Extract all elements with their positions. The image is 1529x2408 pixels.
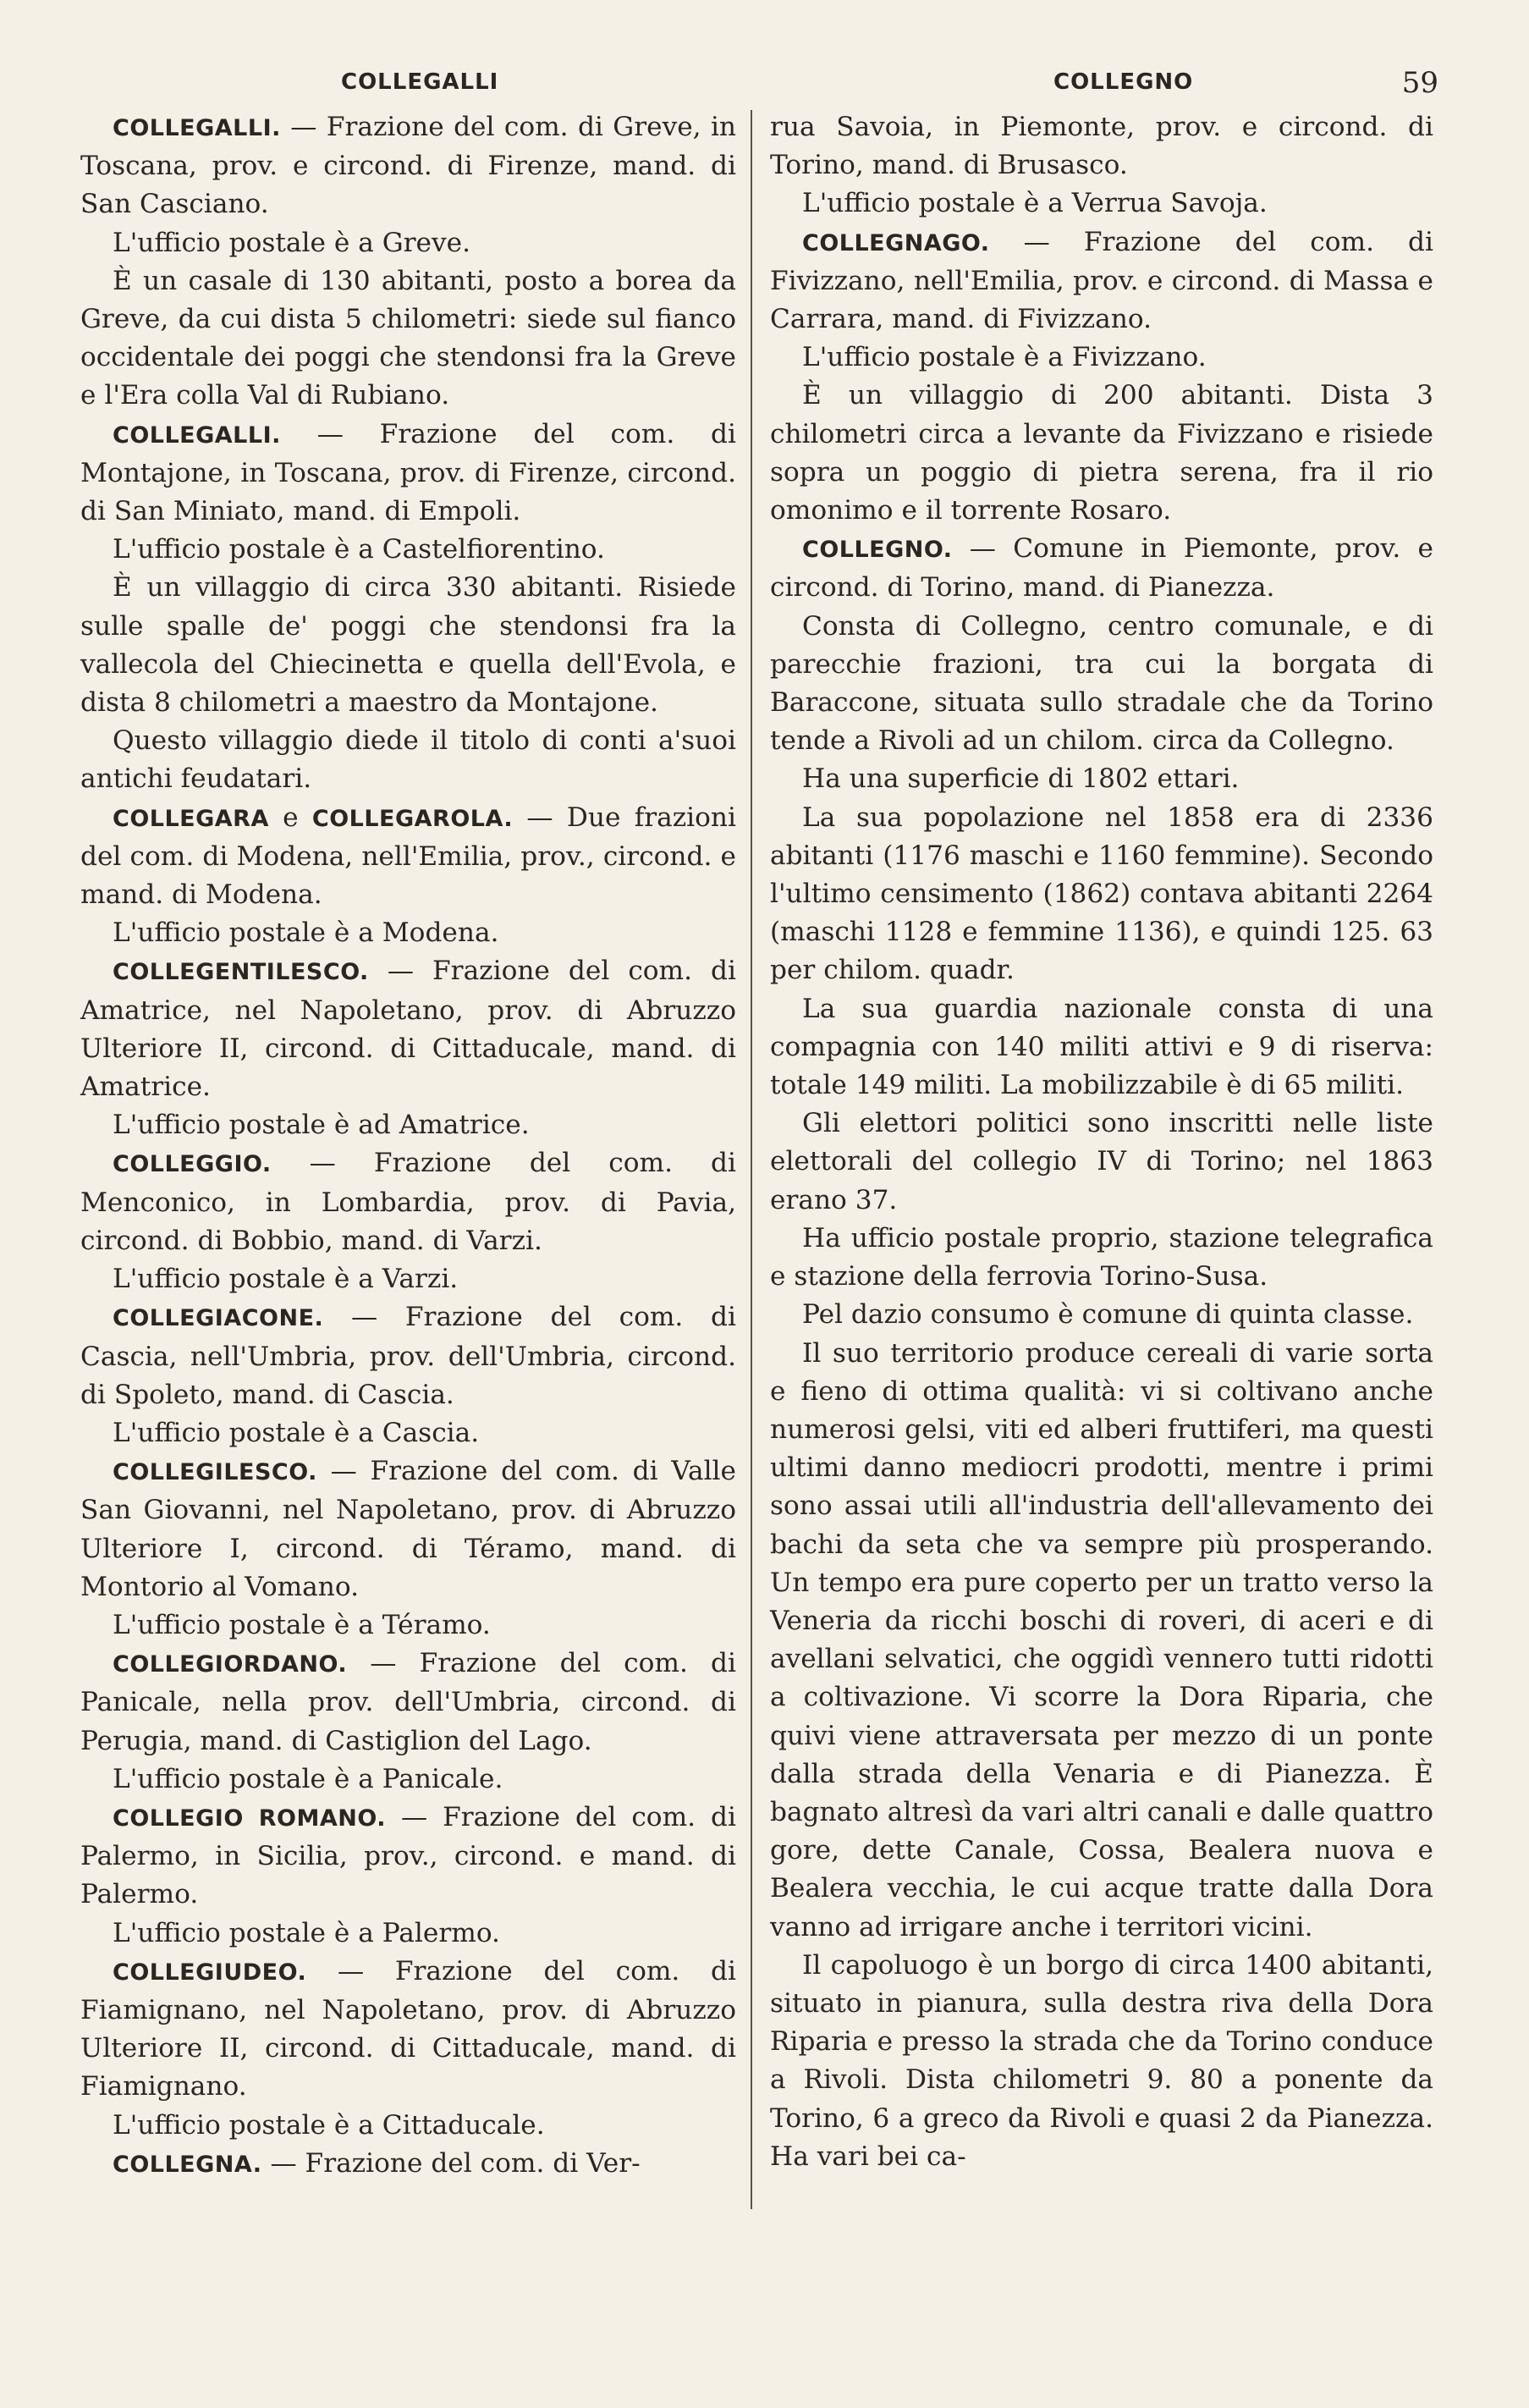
entry-text: È un villaggio di 200 abitanti. Dista 3 chilometri circa a levante da Fivizzano e risiede sopra un poggio di pietra serena, fra il rio omonimo e il torrente Rosaro. — [770, 380, 1433, 526]
text-paragraph — [770, 339, 1433, 377]
page-number: 59 — [1401, 66, 1438, 100]
entry-text: Ha ufficio postale proprio, stazione telegrafica e stazione della ferrovia Torino-Susa. — [770, 1222, 1433, 1292]
entry-text: L'ufficio postale è a Varzi. — [113, 1264, 459, 1295]
text-paragraph — [770, 108, 1433, 185]
text-paragraph — [80, 1606, 736, 1645]
entry-text: L'ufficio postale è ad Amatrice. — [113, 1110, 530, 1141]
entry-headword: COLLEGARA — [113, 805, 269, 832]
entry-text: — Frazione del com. di Panicale, nella prov. dell'Umbria, circond. di Perugia, mand. di Castiglion del Lago. — [80, 1648, 736, 1756]
entry-text: È un villaggio di circa 330 abitanti. Risiede sulle spalle de' poggi che stendonsi fra la vallecola del Chiecinetta e quella dell'Evola, e dista 8 chilometri a maestro da Montajone. — [80, 572, 736, 719]
entry-text: L'ufficio postale è a Téramo. — [113, 1609, 491, 1640]
entry-paragraph — [80, 799, 736, 915]
text-paragraph — [770, 377, 1433, 530]
entry-text: L'ufficio postale è a Greve. — [113, 227, 470, 258]
entry-paragraph — [770, 530, 1433, 607]
entry-text: L'ufficio postale è a Panicale. — [113, 1763, 503, 1794]
entry-text: La sua popolazione nel 1858 era di 2336 abitanti (1176 maschi e 1160 femmine). Secondo l'ultimo censimento (1862) contava abitanti 2264 (maschi 1128 e femmine 1136), e quindi 125. 63 per chilom. quadr. — [770, 802, 1433, 986]
entry-text: La sua guardia nazionale consta di una compagnia con 140 militi attivi e 9 di riserva: totale 149 militi. La mobilizzabile è di 65 militi. — [770, 993, 1433, 1101]
entry-text: — Comune in Piemonte, prov. e circond. di Torino, mand. di Pianezza. — [770, 533, 1433, 603]
entry-paragraph — [80, 1298, 736, 1414]
entry-paragraph — [80, 1953, 736, 2107]
running-head-left: COLLEGALLI — [341, 69, 499, 95]
entry-text: Consta di Collegno, centro comunale, e di parecchie frazioni, tra cui la borgata di Baraccone, situata sullo stradale che da Torino tende a Rivoli ad un chilom. circa da Collegno. — [770, 610, 1433, 757]
text-paragraph — [770, 608, 1433, 761]
text-paragraph — [80, 1106, 736, 1144]
entry-text: L'ufficio postale è a Fivizzano. — [802, 342, 1207, 373]
text-paragraph — [770, 990, 1433, 1105]
entry-text: — Frazione del com. di Palermo, in Sicilia, prov., circond. e mand. di Palermo. — [80, 1801, 736, 1910]
running-head-right: COLLEGNO — [1053, 69, 1194, 95]
text-paragraph — [770, 1335, 1433, 1947]
entry-text: L'ufficio postale è a Cittaducale. — [113, 2109, 545, 2141]
entry-paragraph — [80, 1799, 736, 1915]
entry-text: L'ufficio postale è a Modena. — [113, 917, 499, 949]
entry-paragraph — [80, 416, 736, 532]
right-column — [770, 108, 1433, 2176]
text-paragraph — [770, 1105, 1433, 1220]
entry-text: rua Savoia, in Piemonte, prov. e circond. di Torino, mand. di Brusasco. — [770, 112, 1433, 181]
text-paragraph — [80, 1414, 736, 1452]
text-paragraph — [770, 185, 1433, 223]
text-paragraph — [80, 1915, 736, 1953]
entry-paragraph — [80, 1645, 736, 1761]
entry-headword: COLLEGNAGO. — [802, 229, 990, 256]
entry-headword: COLLEGIUDEO. — [113, 1959, 307, 1986]
column-divider — [751, 110, 752, 2209]
entry-headword: COLLEGIO ROMANO. — [113, 1805, 386, 1832]
entry-paragraph — [80, 1144, 736, 1260]
entry-text: Pel dazio consumo è comune di quinta classe. — [802, 1299, 1414, 1331]
text-paragraph — [80, 722, 736, 798]
entry-headword: COLLEGALLI. — [113, 115, 281, 141]
text-paragraph — [770, 760, 1433, 798]
text-paragraph — [80, 262, 736, 416]
entry-headword: COLLEGNA. — [113, 2151, 262, 2178]
entry-text: — Frazione del com. di Fivizzano, nell'Emilia, prov. e circond. di Massa e Carrara, mand. di Fivizzano. — [770, 226, 1433, 335]
text-paragraph — [80, 1761, 736, 1799]
entry-text: L'ufficio postale è a Castelfiorentino. — [113, 534, 605, 565]
entry-headword: COLLEGALLI. — [113, 422, 281, 449]
entry-text: È un casale di 130 abitanti, posto a borea da Greve, da cui dista 5 chilometri: siede sul fianco occidentale dei poggi che stendonsi fra la Greve e l'Era colla Val di Rubiano. — [80, 265, 736, 411]
entry-text: — Frazione del com. di Menconico, in Lombardia, prov. di Pavia, circond. di Bobbio, mand. di Varzi. — [80, 1148, 736, 1256]
left-column — [80, 108, 736, 2184]
entry-text: Il suo territorio produce cereali di varie sorta e fieno di ottima qualità: vi si coltivano anche numerosi gelsi, viti ed alberi fruttiferi, ma questi ultimi danno mediocri prodotti, mentre i primi sono assai utili all'industria dell'allevamento dei bachi da seta che va sempre più prosperando. Un tempo era pure coperto per un tratto verso la Veneria da ricchi boschi di roveri, di aceri e di avellani selvatici, che oggidì vennero tutti ridotti a coltivazione. Vi scorre la Dora Riparia, che quivi viene attraversata per mezzo di un ponte dalla strada della Venaria e di Pianezza. È bagnato altresì da vari altri canali e dalle quattro gore, dette Canale, Cossa, Bealera nuova e Bealera vecchia, le cui acque tratte dalla Dora vanno ad irrigare anche i territori vicini. — [770, 1337, 1433, 1942]
text-paragraph — [80, 914, 736, 952]
entry-text: — Due frazioni del com. di Modena, nell'Emilia, prov., circond. e mand. di Modena. — [80, 802, 736, 911]
entry-headword: COLLEGAROLA. — [311, 805, 514, 832]
text-paragraph — [770, 1947, 1433, 2176]
entry-text: Gli elettori politici sono inscritti nelle liste elettorali del collegio IV di Torino; nel 1863 erano 37. — [770, 1108, 1433, 1215]
entry-paragraph — [80, 2145, 736, 2184]
text-paragraph — [80, 569, 736, 722]
entry-headword: COLLEGNO. — [802, 537, 953, 564]
entry-text: L'ufficio postale è a Palermo. — [113, 1917, 500, 1948]
text-paragraph — [80, 1260, 736, 1298]
entry-text: — Frazione del com. di Montajone, in Toscana, prov. di Firenze, circond. di San Miniato, mand. di Empoli. — [80, 418, 736, 527]
entry-paragraph — [80, 1452, 736, 1606]
entry-text: L'ufficio postale è a Cascia. — [113, 1417, 480, 1448]
text-paragraph — [80, 531, 736, 569]
entry-paragraph — [80, 108, 736, 224]
entry-text: — Frazione del com. di Amatrice, nel Napoletano, prov. di Abruzzo Ulteriore II, circond. di Cittaducale, mand. di Amatrice. — [80, 956, 736, 1103]
entry-headword: COLLEGGIO. — [113, 1151, 272, 1178]
entry-headword: COLLEGILESCO. — [113, 1459, 317, 1486]
entry-text: e — [268, 802, 312, 833]
text-paragraph — [80, 224, 736, 262]
entry-headword: COLLEGENTILESCO. — [113, 959, 369, 986]
entry-headword: COLLEGIORDANO. — [113, 1651, 348, 1678]
entry-text: — Frazione del com. di Ver- — [261, 2147, 641, 2179]
text-paragraph — [770, 1220, 1433, 1296]
entry-paragraph — [770, 223, 1433, 339]
entry-text: Ha una superficie di 1802 ettari. — [802, 763, 1240, 795]
entry-text: — Frazione del com. di Cascia, nell'Umbria, prov. dell'Umbria, circond. di Spoleto, mand. di Cascia. — [80, 1302, 736, 1410]
entry-paragraph — [80, 952, 736, 1106]
entry-text: L'ufficio postale è a Verrua Savoja. — [802, 188, 1268, 219]
entry-text: Questo villaggio diede il titolo di conti a'suoi antichi feudatari. — [80, 725, 736, 795]
entry-text: — Frazione del com. di Fiamignano, nel Napoletano, prov. di Abruzzo Ulteriore II, circond. di Cittaducale, mand. di Fiamignano. — [80, 1955, 736, 2102]
entry-text: — Frazione del com. di Valle San Giovanni, nel Napoletano, prov. di Abruzzo Ulteriore I, circond. di Téramo, mand. di Montorio al Vomano. — [80, 1456, 736, 1602]
text-paragraph — [770, 1296, 1433, 1334]
text-paragraph — [770, 799, 1433, 990]
entry-headword: COLLEGIACONE. — [113, 1305, 324, 1332]
entry-text: — Frazione del com. di Greve, in Toscana, prov. e circond. di Firenze, mand. di San Casciano. — [80, 112, 736, 220]
entry-text: Il capoluogo è un borgo di circa 1400 abitanti, situato in pianura, sulla destra riva della Dora Riparia e presso la strada che da Torino conduce a Rivoli. Dista chilometri 9. 80 a ponente da Torino, 6 a greco da Rivoli e quasi 2 da Pianezza. Ha vari bei ca- — [770, 1949, 1433, 2172]
text-paragraph — [80, 2107, 736, 2145]
page-header — [80, 66, 1438, 112]
